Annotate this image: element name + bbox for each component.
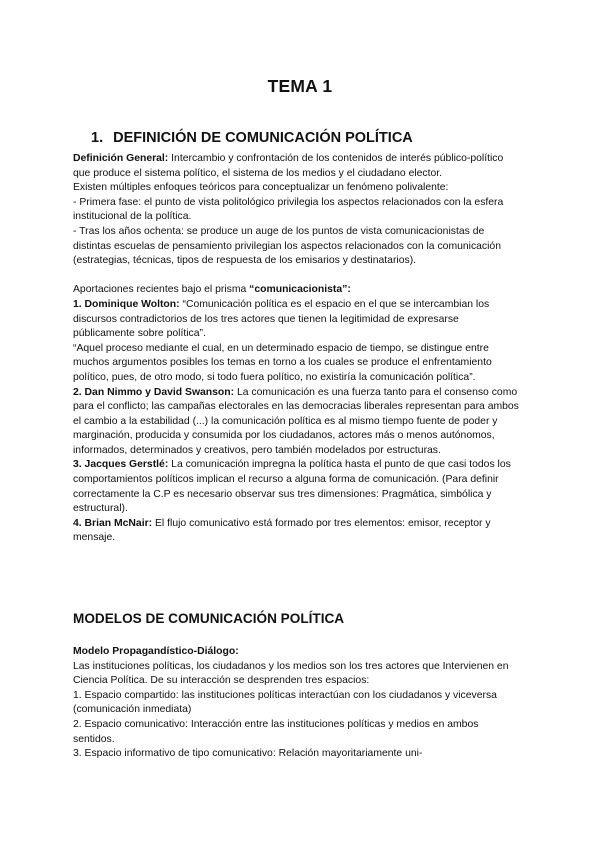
author-label: 4. Brian McNair: bbox=[73, 517, 153, 529]
phase-two-paragraph: - Tras los años ochenta: se produce un auge de los puntos de vista comunicacionistas de distintas escuelas de pensamiento privilegian los aspectos relacionados con la comunicación (estrategias, técnicas, tipos de respuesta de los emisarios y destinatarios). bbox=[73, 225, 501, 267]
author-label: 3. Jacques Gerstlé: bbox=[73, 459, 169, 471]
section-heading-text: DEFINICIÓN DE COMUNICACIÓN POLÍTICA bbox=[113, 130, 413, 146]
author-text: El flujo comunicativo está formado por tres elementos: emisor, receptor y mensaje. bbox=[73, 517, 491, 544]
space-item: 2. Espacio comunicativo: Interacción entre las instituciones políticas y medios en ambos sentidos. bbox=[73, 718, 479, 745]
definition-paragraph bbox=[73, 152, 521, 181]
phase-one-paragraph: - Primera fase: el punto de vista politológico privilegia los aspectos relacionados con la esfera institucional de la política. bbox=[73, 196, 504, 223]
section2-body bbox=[73, 645, 521, 762]
section-heading-models: MODELOS DE COMUNICACIÓN POLÍTICA bbox=[73, 611, 345, 626]
page-title: TEMA 1 bbox=[267, 76, 333, 96]
author-nimmo-swanson bbox=[73, 386, 521, 459]
author-label: 1. Dominique Wolton: bbox=[73, 298, 180, 310]
section-number: 1. bbox=[91, 130, 104, 146]
author-gerstle bbox=[73, 458, 521, 516]
model-title bbox=[73, 645, 521, 660]
space-item: 3. Espacio informativo de tipo comunicativo: Relación mayoritariamente uni- bbox=[73, 748, 423, 760]
author-text: La comunicación es una fuerza tanto para el consenso como para el conflicto; las campañas electorales en las democracias liberales representan para ambos el cambio a la estabilidad (...) la comunicación política es al mismo tiempo fuente de poder y marginación, producida y consumida por los ciudadanos, actores más o menos autónomos, informados, determinados y creativos, pero también modelados por estructuras. bbox=[73, 386, 519, 456]
space-item: 1. Espacio compartido: las instituciones políticas interactúan con los ciudadanos y viceversa (comunicación inmediata) bbox=[73, 689, 497, 716]
author-label: 2. Dan Nimmo y David Swanson: bbox=[73, 386, 235, 398]
author-text: La comunicación impregna la política hasta el punto de que casi todos los comportamientos políticos implican el recurso a alguna forma de comunicación. (Para definir correctamente la C.P es necesario observar sus tres dimensiones: Pragmática, simbólica y estructural). bbox=[73, 459, 511, 515]
author-wolton bbox=[73, 298, 521, 342]
definition-text: Intercambio y confrontación de los contenidos de interés público-político que produce el sistema político, el sistema de los medios y el ciudadano elector. bbox=[73, 153, 504, 179]
model-title-text: Modelo Propagandístico-Diálogo: bbox=[73, 646, 239, 657]
contributions-intro-text: Aportaciones recientes bajo el prisma bbox=[73, 284, 250, 296]
paragraph-gap bbox=[73, 269, 521, 284]
author-wolton-quote bbox=[73, 342, 521, 386]
author-mcnair bbox=[73, 517, 521, 546]
models-intro: Las instituciones políticas, los ciudadanos y los medios son los tres actores que Intervienen en Ciencia Política. De su interacción se desprenden tres espacios: bbox=[73, 660, 509, 687]
approaches-intro: Existen múltiples enfoques teóricos para conceptualizar un fenómeno polivalente: bbox=[73, 182, 449, 194]
author-text: “Aquel proceso mediante el cual, en un determinado espacio de tiempo, se distingue entre muchos argumentos posibles los temas en torno a los cuales se produce el enfrentamiento político, pues, de otro modo, si todo fuera político, no existiría la comunicación política”. bbox=[73, 342, 492, 383]
definition-label: Definición General: bbox=[73, 153, 169, 164]
contributions-term: “comunicacionista”: bbox=[249, 284, 351, 296]
section-heading-definition bbox=[91, 130, 413, 146]
contributions-intro bbox=[73, 283, 521, 298]
section1-body bbox=[73, 152, 521, 546]
author-text: “Comunicación política es el espacio en el que se intercambian los discursos contradictorios de los tres actores que tienen la legitimidad de expresarse públicamente sobre política”. bbox=[73, 298, 490, 340]
